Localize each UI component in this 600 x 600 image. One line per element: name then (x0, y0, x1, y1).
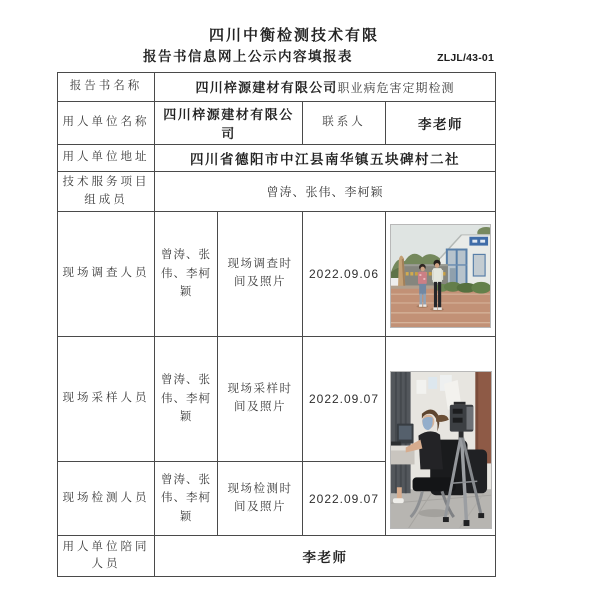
escort-label: 用人单位陪同人员 (58, 536, 155, 577)
employer-name-label: 用人单位名称 (58, 102, 155, 145)
testing-members: 曾涛、张伟、李柯颖 (155, 462, 218, 536)
sampling-date: 2022.09.07 (303, 337, 386, 462)
project-team-label: 技术服务项目组成员 (58, 172, 155, 212)
sampling-label: 现场采样人员 (58, 337, 155, 462)
document-code: ZLJL/43-01 (437, 52, 494, 64)
sampling-members: 曾涛、张伟、李柯颖 (155, 337, 218, 462)
report-name-suffix: 职业病危害定期检测 (337, 81, 455, 95)
survey-time-label: 现场调查时间及照片 (218, 212, 303, 337)
testing-time-label: 现场检测时间及照片 (218, 462, 303, 536)
survey-label: 现场调查人员 (58, 212, 155, 337)
survey-site-photo (390, 224, 491, 328)
testing-date: 2022.09.07 (303, 462, 386, 536)
form-title-row2 (57, 48, 495, 66)
form-sheet (57, 26, 495, 577)
employer-address-value: 四川省德阳市中江县南华镇五块碑村二社 (155, 145, 496, 172)
testing-label: 现场检测人员 (58, 462, 155, 536)
row-survey (58, 212, 496, 337)
sampling-site-photo (390, 371, 492, 529)
row-sampling (58, 337, 496, 462)
outdoor-scene-graphic (391, 225, 490, 327)
employer-name-value: 四川梓源建材有限公司 (155, 102, 303, 145)
form-title-line2: 报告书信息网上公示内容填报表 (143, 49, 353, 64)
sampling-time-label: 现场采样时间及照片 (218, 337, 303, 462)
form-title-line1: 四川中衡检测技术有限 (208, 27, 379, 44)
row-employer-name (58, 102, 496, 145)
sampling-photo-cell (386, 337, 496, 536)
report-name-value (155, 73, 496, 102)
form-table (57, 72, 496, 577)
escort-value: 李老师 (155, 536, 496, 577)
contact-value: 李老师 (386, 102, 496, 145)
survey-photo-cell (386, 212, 496, 337)
employer-address-label: 用人单位地址 (58, 145, 155, 172)
project-team-value: 曾涛、张伟、李柯颖 (155, 172, 496, 212)
row-project-team (58, 172, 496, 212)
row-escort (58, 536, 496, 577)
report-name-label: 报告书名称 (58, 73, 155, 102)
row-report-name (58, 73, 496, 102)
report-name-company: 四川梓源建材有限公司 (195, 80, 338, 95)
survey-date: 2022.09.06 (303, 212, 386, 337)
contact-label: 联系人 (303, 102, 386, 145)
row-employer-address (58, 145, 496, 172)
survey-members: 曾涛、张伟、李柯颖 (155, 212, 218, 337)
indoor-scene-graphic (391, 372, 491, 528)
